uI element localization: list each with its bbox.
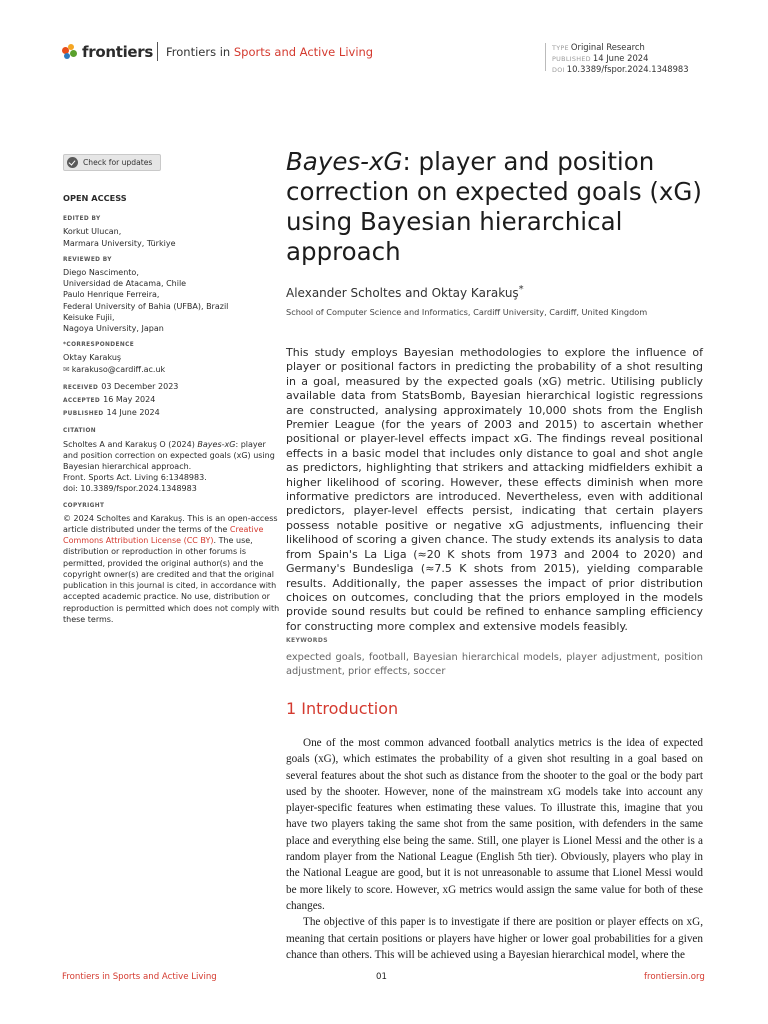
section-heading: 1 Introduction: [286, 699, 399, 718]
keywords-label: KEYWORDS: [286, 637, 328, 644]
reviewed-by-label: REVIEWED BY: [63, 256, 112, 263]
accepted-row: [63, 394, 283, 407]
reviewer-line: Universidad de Atacama, Chile: [63, 279, 187, 289]
correspondence-mark: *: [518, 284, 524, 295]
copyright-text: [63, 513, 283, 625]
correspondence-label: *CORRESPONDENCE: [63, 342, 135, 349]
body-paragraph: The objective of this paper is to investigate if there are position or player effects on xG, meaning that certain positions or players have higher or lower goal probabilities for a given chance than others. This will be achieved using a Bayesian hierarchical model, where the: [286, 916, 703, 961]
frontiers-logo[interactable]: [62, 41, 153, 63]
title-rest: : player and position correction on expected goals (xG) using Bayesian hierarchical approach: [286, 147, 702, 266]
copyright-post: . The use, distribution or reproduction in other forums is permitted, provided the original author(s) and the copyright owner(s) are credited and that the original publication in this journal is cited, in accordance with accepted academic practice. No use, distribution or reproduction is permitted which does not comply with these terms.: [63, 536, 280, 624]
article-sidebar: [63, 193, 283, 625]
footer-journal[interactable]: Frontiers in Sports and Active Living: [62, 972, 217, 982]
citation-label: CITATION: [63, 428, 97, 435]
journal-name[interactable]: [166, 45, 373, 59]
citation-title-italic: Bayes-xG: [197, 439, 236, 449]
author-affiliation: School of Computer Science and Informatics, Cardiff University, Cardiff, United Kingdom: [286, 307, 648, 317]
abstract-text: This study employs Bayesian methodologies to explore the influence of player or positional factors in predicting the probability of a shot resulting in a goal, measured by the expected goals (xG) metric. Utilising publicly available data from StatsBomb, Bayesian hierarchical logistic regressions are constructed, analysing approximately 10,000 shots from the English Premier League (for the years of 2003 and 2015) to ascertain whether positional or player-level effects impact xG. The findings reveal positional effects in a basic model that includes only distance to goal and shot angle as predictors, highlighting that strikers and attacking midfielders exhibit a higher likelihood of scoring. However, these effects diminish when more informative predictors are introduced. Nevertheless, even with additional predictors, player-level effects persist, indicating that certain players possess notable positive or negative xG adjustments, influencing their likelihood of scoring a given chance. The study extends its analysis to data from Spain's La Liga (≈20 K shots from 1973 and 2004 to 2020) and Germany's Bundesliga (≈7.5 K shots from 2015), yielding comparable results. Additionally, the paper assesses the impact of prior distribution choices on outcomes, concluding that the priors employed in the models provide sound results but could be refined to enhance sampling efficiency for constructing more complex and extensive models feasibly.: [286, 346, 703, 633]
received-label: RECEIVED: [63, 384, 99, 391]
license-link[interactable]: Creative Commons Attribution License (CC BY): [63, 525, 264, 546]
published-label: PUBLISHED: [552, 55, 591, 63]
check-updates-icon: [67, 157, 78, 168]
title-italic: Bayes-xG: [286, 147, 403, 176]
reviewer-line: Diego Nascimento,: [63, 268, 139, 278]
copyright-label: COPYRIGHT: [63, 502, 105, 509]
received-date: 03 December 2023: [101, 381, 179, 391]
editor-affiliation: Marmara University, Türkiye: [63, 238, 176, 248]
published-label: PUBLISHED: [63, 411, 104, 418]
reviewer-line: Federal University of Bahia (UFBA), Brazil: [63, 301, 229, 311]
check-for-updates-button[interactable]: [63, 154, 161, 171]
check-updates-label: Check for updates: [83, 158, 153, 167]
correspondence-name: Oktay Karakuş: [63, 353, 122, 363]
body-paragraph: One of the most common advanced football analytics metrics is the idea of expected goals (xG), which estimates the probability of a given shot resulting in a goal based on several features about the shot such as distance from the shooter to the goal or the body part used by the shooter. However, none of the mainstream xG models take into account any player-specific features when estimating these values. To illustrate this, imagine that you have two players taking the same shot from the same position, with defenders in the same place and everything else being the same. Still, one player is Lionel Messi and the other is a random player from the National League (English 5th tier). Obviously, players who play in the National League are good, but it is not unreasonable to assume that Lionel Messi would be more likely to score. However, xG metrics would assign the same value for both of these changes.: [286, 737, 703, 912]
type-label: TYPE: [552, 44, 569, 52]
published-date: 14 June 2024: [106, 408, 160, 418]
article-title: [286, 147, 726, 267]
reviewer-line: Paulo Henrique Ferreira,: [63, 290, 160, 300]
correspondence-email-row[interactable]: [63, 364, 283, 375]
doi-value[interactable]: 10.3389/fspor.2024.1348983: [566, 64, 689, 74]
header-divider: [157, 42, 158, 61]
doi-label: DOI: [552, 66, 565, 74]
published-row: [63, 407, 283, 420]
citation-text: [63, 439, 283, 473]
journal-accent: Sports and Active Living: [233, 45, 374, 59]
published-value: 14 June 2024: [592, 53, 649, 63]
citation-journal: Front. Sports Act. Living 6:1348983.: [63, 473, 207, 483]
accepted-date: 16 May 2024: [103, 395, 156, 405]
type-value: Original Research: [570, 42, 645, 52]
accepted-label: ACCEPTED: [63, 398, 101, 405]
meta-divider: [545, 43, 546, 71]
logo-wordmark: frontiers: [82, 43, 154, 61]
envelope-icon: ✉: [63, 364, 70, 374]
journal-prefix: Frontiers in: [166, 45, 234, 59]
frontiers-logo-icon: [62, 44, 78, 60]
citation-doi[interactable]: doi: 10.3389/fspor.2024.1348983: [63, 484, 197, 494]
correspondence-email[interactable]: karakuso@cardiff.ac.uk: [71, 364, 166, 374]
edited-by-label: EDITED BY: [63, 216, 101, 223]
footer-site-link[interactable]: frontiersin.org: [644, 972, 705, 982]
editor-name: Korkut Ulucan,: [63, 227, 122, 237]
open-access-label: OPEN ACCESS: [63, 193, 127, 203]
reviewer-line: Keisuke Fujii,: [63, 312, 115, 322]
citation-title-rest: : player and position correction on expected goals (xG) using Bayesian hierarchical approach.: [63, 439, 275, 472]
article-authors[interactable]: [286, 284, 524, 300]
copyright-pre: © 2024 Scholtes and Karakuş. This is an open-access article distributed under the terms of the: [63, 513, 278, 535]
page-number: 01: [376, 972, 387, 982]
received-row: [63, 381, 283, 394]
keywords-list: expected goals, football, Bayesian hierarchical models, player adjustment, position adjustment, prior effects, soccer: [286, 652, 703, 677]
article-meta: [552, 42, 689, 75]
reviewer-line: Nagoya University, Japan: [63, 324, 164, 334]
author-names: Alexander Scholtes and Oktay Karakuş: [286, 286, 519, 300]
citation-authors: Scholtes A and Karakuş O (2024): [63, 439, 198, 449]
article-body: [286, 735, 703, 963]
